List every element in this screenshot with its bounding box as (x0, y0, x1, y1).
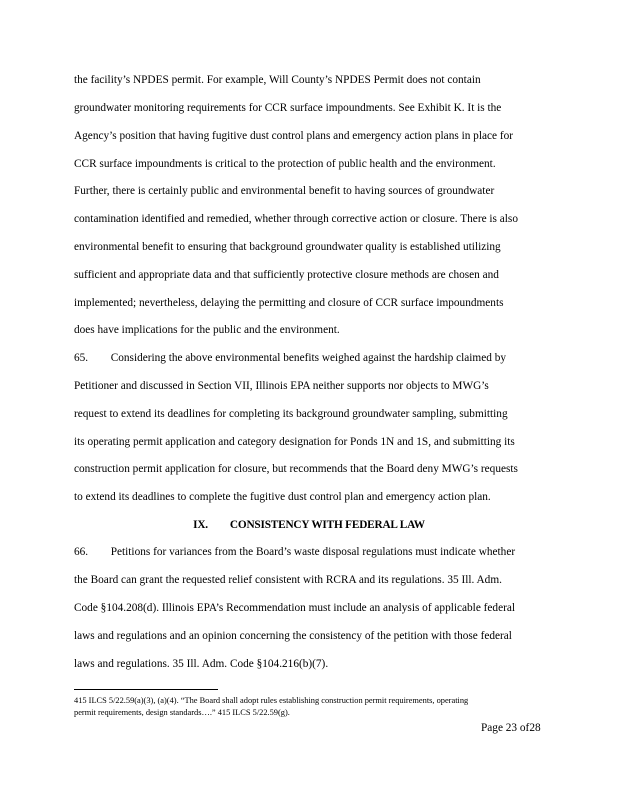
text-line: groundwater monitoring requirements for CCR surface impoundments. See Exhibit K. It is the (74, 102, 502, 114)
text-line: Petitioner and discussed in Section VII, Illinois EPA neither supports nor objects to MWG’s (74, 380, 489, 392)
section-number: IX. (193, 519, 208, 531)
text-line: CCR surface impoundments is critical to the protection of public health and the environment. (74, 158, 496, 170)
footnote-separator (74, 689, 218, 690)
text-line: implemented; nevertheless, delaying the permitting and closure of CCR surface impoundments (74, 297, 504, 309)
text-line: request to extend its deadlines for completing its background groundwater sampling, submitting (74, 408, 508, 420)
text-line: to extend its deadlines to complete the fugitive dust control plan and emergency action plan. (74, 491, 491, 503)
text-line: 66. Petitions for variances from the Board’s waste disposal regulations must indicate whether (74, 546, 516, 558)
text-line: the Board can grant the requested relief consistent with RCRA and its regulations. 35 Ill. Adm. (74, 574, 502, 586)
text-line: contamination identified and remedied, whether through corrective action or closure. There is also (74, 213, 518, 225)
section-title: CONSISTENCY WITH FEDERAL LAW (229, 519, 425, 531)
text-line: Agency’s position that having fugitive dust control plans and emergency action plans in place for (74, 130, 514, 142)
footnote-line: 415 ILCS 5/22.59(a)(3), (a)(4). “The Board shall adopt rules establishing construction permit requirements, operating (74, 696, 469, 705)
text-line: its operating permit application and category designation for Ponds 1N and 1S, and submitting its (74, 436, 515, 448)
text-line: the facility’s NPDES permit. For example, Will County’s NPDES Permit does not contain (74, 74, 481, 86)
footnote-line: permit requirements, design standards….” 415 ILCS 5/22.59(g). (74, 708, 290, 717)
text-line: Code §104.208(d). Illinois EPA’s Recommendation must include an analysis of applicable federal (74, 602, 516, 614)
text-line: laws and regulations. 35 Ill. Adm. Code §104.216(b)(7). (74, 658, 329, 670)
section-heading (0, 518, 618, 532)
text-line: 65. Considering the above environmental benefits weighed against the hardship claimed by (74, 352, 506, 364)
text-line: does have implications for the public and the environment. (74, 324, 340, 336)
text-line: sufficient and appropriate data and that sufficiently protective closure methods are chosen and (74, 269, 499, 281)
text-line: laws and regulations and an opinion concerning the consistency of the petition with those federal (74, 630, 512, 642)
page-number: Page 23 of28 (481, 722, 541, 734)
text-line: environmental benefit to ensuring that background groundwater quality is established utilizing (74, 241, 501, 253)
text-line: construction permit application for closure, but recommends that the Board deny MWG’s requests (74, 463, 518, 475)
text-line: Further, there is certainly public and environmental benefit to having sources of groundwater (74, 185, 495, 197)
